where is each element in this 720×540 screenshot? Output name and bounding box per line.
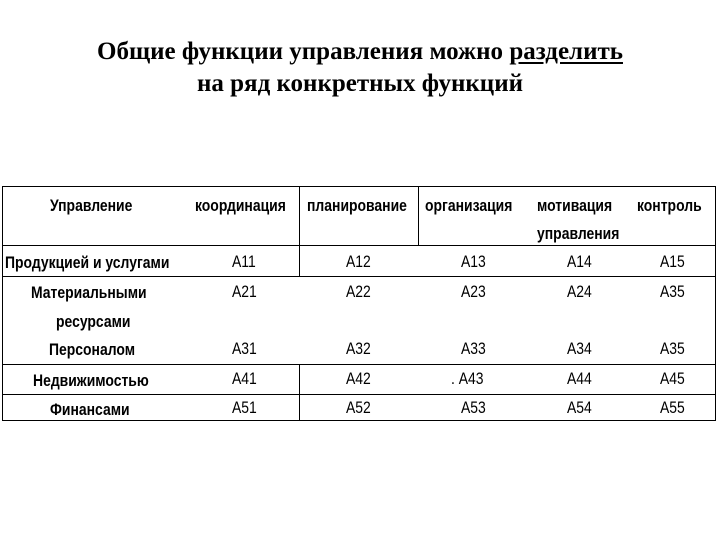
title-line-1-prefix: Общие функции управления можно <box>97 38 510 65</box>
table-cell: А13 <box>461 252 486 271</box>
table-cell: А45 <box>660 369 685 388</box>
column-header-control: контроль <box>637 196 702 215</box>
table-cell: А12 <box>346 252 371 271</box>
column-header-motivation-line2: управления <box>537 224 620 243</box>
table-cell: . А43 <box>451 369 484 388</box>
table-cell: А22 <box>346 282 371 301</box>
table-cell: А24 <box>567 282 592 301</box>
table-rule <box>2 276 716 277</box>
table-cell: А21 <box>232 282 257 301</box>
table-cell: А52 <box>346 398 371 417</box>
table-rule <box>2 394 716 395</box>
column-header-organization: организация <box>425 196 513 215</box>
row-header-materials-line2: ресурсами <box>56 312 131 331</box>
table-cell: А31 <box>232 339 257 358</box>
table-rule <box>2 364 716 365</box>
row-header-finance: Финансами <box>50 400 130 419</box>
row-header-products: Продукцией и услугами <box>5 253 170 272</box>
column-header-motivation: мотивация <box>537 196 613 215</box>
table-cell: А35 <box>660 282 685 301</box>
table-cell: А54 <box>567 398 592 417</box>
row-header-real-estate: Недвижимостью <box>33 371 149 390</box>
row-header-materials: Материальными <box>31 283 147 302</box>
table-cell: А15 <box>660 252 685 271</box>
table-rule <box>2 245 716 246</box>
table-rule <box>299 245 300 276</box>
table-rule <box>418 186 419 245</box>
table-cell: А23 <box>461 282 486 301</box>
column-header-coordination: координация <box>195 196 286 215</box>
table-cell: А32 <box>346 339 371 358</box>
table-cell: А42 <box>346 369 371 388</box>
table-cell: А14 <box>567 252 592 271</box>
table-cell: А53 <box>461 398 486 417</box>
table-cell: А41 <box>232 369 257 388</box>
table-cell: А51 <box>232 398 257 417</box>
title-underlined-word: разделить <box>509 38 623 65</box>
column-header-planning: планирование <box>307 196 407 215</box>
table-rule <box>299 186 300 245</box>
row-header-personnel: Персоналом <box>49 340 136 359</box>
table-cell: А44 <box>567 369 592 388</box>
slide-title <box>0 36 720 100</box>
table-cell: А55 <box>660 398 685 417</box>
table-cell: А34 <box>567 339 592 358</box>
title-line-2: на ряд конкретных функций <box>196 70 523 97</box>
table-cell: А33 <box>461 339 486 358</box>
title-line-1 <box>0 36 720 68</box>
table-cell: А35 <box>660 339 685 358</box>
corner-header: Управление <box>50 196 133 215</box>
table-rule <box>299 364 300 421</box>
table-cell: А11 <box>232 252 256 271</box>
